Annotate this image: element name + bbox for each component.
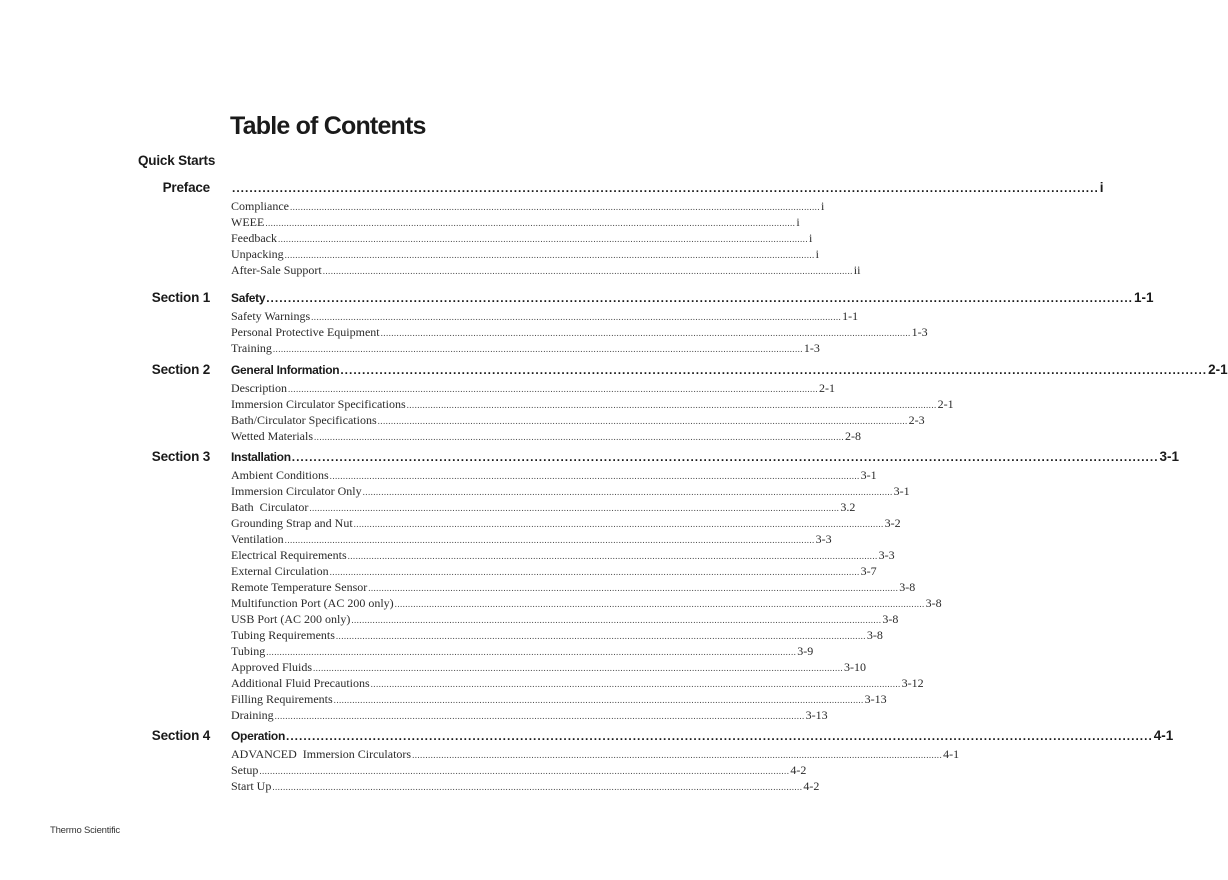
leader-dots: ........................................................................................................................................................................................................ — [347, 551, 878, 561]
leader-dots: ........................................................................................................................................................................................................ — [340, 363, 1208, 377]
toc-entry-title: After-Sale Support — [231, 263, 322, 277]
toc-entry-page: 3-3 — [815, 532, 832, 546]
section-heading-row[interactable] — [231, 178, 1104, 198]
leader-dots: ........................................................................................................................................................................................................ — [329, 567, 860, 577]
toc-entry-page: ii — [853, 263, 861, 277]
leader-dots: ........................................................................................................................................................................................................ — [266, 647, 797, 657]
toc-entry-title: Feedback — [231, 231, 277, 245]
leader-dots: ........................................................................................................................................................................................................ — [329, 471, 860, 481]
toc-entries — [231, 308, 928, 356]
toc-entry[interactable] — [231, 262, 861, 278]
toc-entry[interactable] — [231, 380, 835, 396]
toc-entry[interactable] — [231, 762, 807, 778]
leader-dots: ........................................................................................................................................................................................................ — [265, 218, 796, 228]
toc-entry-page: 3-1 — [860, 468, 877, 482]
leader-dots: ........................................................................................................................................................................................................ — [274, 711, 805, 721]
toc-entry-title: Wetted Materials — [231, 429, 314, 443]
toc-entry-page: 1-3 — [803, 341, 820, 355]
leader-dots: ........................................................................................................................................................................................................ — [311, 312, 842, 322]
toc-entry-title: Tubing Requirements — [231, 628, 335, 642]
toc-entry-page: 2-1 — [937, 397, 954, 411]
toc-entry-page: i — [820, 199, 825, 213]
toc-entry-page: 4-1 — [943, 747, 960, 761]
leader-dots: ........................................................................................................................................................................................................ — [362, 487, 893, 497]
toc-entry-page: 1-3 — [911, 325, 928, 339]
leader-dots: ........................................................................................................................................................................................................ — [335, 631, 866, 641]
toc-entry-page: 3-1 — [893, 484, 910, 498]
section-page-number: 3-1 — [1159, 449, 1180, 464]
section-page-number: i — [1099, 180, 1104, 195]
toc-entry[interactable] — [231, 563, 877, 579]
toc-entry[interactable] — [231, 579, 916, 595]
toc-entry-title: Additional Fluid Precautions — [231, 676, 370, 690]
section-page-number: 1-1 — [1134, 290, 1154, 305]
section-page-number: 4-1 — [1153, 728, 1174, 743]
page-title: Table of Contents — [230, 112, 426, 140]
toc-entry-title: WEEE — [231, 215, 265, 229]
toc-entry[interactable] — [231, 778, 820, 794]
toc-entry-title: External Circulation — [231, 564, 329, 578]
toc-entry-page: 3-2 — [884, 516, 901, 530]
toc-entry[interactable] — [231, 515, 901, 531]
toc-entry-page: 3-9 — [797, 644, 814, 658]
leader-dots: ........................................................................................................................................................................................................ — [284, 535, 815, 545]
toc-entry[interactable] — [231, 340, 820, 356]
toc-entry-page: 3-8 — [866, 628, 883, 642]
toc-entry-page: 2-3 — [908, 413, 925, 427]
toc-entry-title: Immersion Circulator Specifications — [231, 397, 406, 411]
toc-entry-title: Draining — [231, 708, 274, 722]
section-heading-row[interactable] — [231, 447, 1180, 467]
toc-entry-title: Ventilation — [231, 532, 284, 546]
section-label[interactable]: Section 1 — [151, 290, 210, 305]
toc-entry[interactable] — [231, 627, 883, 643]
toc-entry-page: 3-8 — [882, 612, 899, 626]
toc-entry-page: 3-13 — [805, 708, 828, 722]
toc-entry-title: Remote Temperature Sensor — [231, 580, 368, 594]
section-heading-row[interactable] — [231, 726, 1174, 746]
toc-entry-title: Unpacking — [231, 247, 284, 261]
section-heading: Operation — [231, 729, 285, 743]
section-heading: Safety — [231, 291, 266, 305]
leader-dots: ........................................................................................................................................................................................................ — [406, 400, 937, 410]
leader-dots: ........................................................................................................................................................................................................ — [289, 202, 820, 212]
toc-entry[interactable] — [231, 675, 924, 691]
section-heading-row[interactable] — [231, 360, 1228, 380]
toc-entry-page: i — [808, 231, 813, 245]
leader-dots: ........................................................................................................................................................................................................ — [313, 663, 843, 673]
leader-dots: ........................................................................................................................................................................................................ — [309, 503, 840, 513]
leader-dots: ........................................................................................................................................................................................................ — [266, 291, 1134, 305]
toc-entry[interactable] — [231, 324, 928, 340]
leader-dots: ........................................................................................................................................................................................................ — [284, 250, 815, 260]
section-heading: Installation — [231, 450, 291, 464]
toc-entry[interactable] — [231, 198, 825, 214]
toc-entry-title: Ambient Conditions — [231, 468, 329, 482]
toc-entry[interactable] — [231, 531, 832, 547]
leader-dots: ........................................................................................................................................................................................................ — [412, 750, 943, 760]
toc-entries — [231, 467, 942, 723]
toc-entry[interactable] — [231, 230, 813, 246]
toc-entry-title: Electrical Requirements — [231, 548, 347, 562]
toc-entry-page: 3-8 — [925, 596, 942, 610]
toc-entry-title: Start Up — [231, 779, 272, 793]
leader-dots: ........................................................................................................................................................................................................ — [394, 599, 925, 609]
toc-entry[interactable] — [231, 611, 899, 627]
leader-dots: ........................................................................................................................................................................................................ — [353, 519, 884, 529]
leader-dots: ........................................................................................................................................................................................................ — [272, 344, 803, 354]
toc-entry[interactable] — [231, 467, 877, 483]
leader-dots: ........................................................................................................................................................................................................ — [370, 679, 901, 689]
toc-entry-title: Grounding Strap and Nut — [231, 516, 353, 530]
leader-dots: ........................................................................................................................................................................................................ — [288, 384, 818, 394]
toc-entry[interactable] — [231, 643, 814, 659]
toc-entry-title: Description — [231, 381, 287, 395]
toc-entry-title: Bath/Circulator Specifications — [231, 413, 377, 427]
toc-entry-title: Multifunction Port (AC 200 only) — [231, 596, 394, 610]
leader-dots: ........................................................................................................................................................................................................ — [285, 729, 1153, 743]
leader-dots: ........................................................................................................................................................................................................ — [380, 328, 911, 338]
toc-entry-page: 3-13 — [864, 692, 887, 706]
leader-dots: ........................................................................................................................................................................................................ — [377, 416, 908, 426]
toc-entry-title: Tubing — [231, 644, 266, 658]
toc-entry-page: 3-3 — [878, 548, 895, 562]
toc-entry-title: Safety Warnings — [231, 309, 311, 323]
leader-dots: ........................................................................................................................................................................................................ — [333, 695, 864, 705]
toc-entry-page: 3-8 — [899, 580, 916, 594]
leader-dots: ........................................................................................................................................................................................................ — [368, 583, 899, 593]
toc-entry-title: Filling Requirements — [231, 692, 333, 706]
leader-dots: ........................................................................................................................................................................................................ — [291, 450, 1159, 464]
toc-entries — [231, 746, 960, 794]
toc-entry[interactable] — [231, 428, 862, 444]
toc-entry-title: Bath Circulator — [231, 500, 309, 514]
toc-entry[interactable] — [231, 246, 819, 262]
toc-entry-page: 2-1 — [819, 381, 835, 395]
toc-entry-page: 4-2 — [790, 763, 807, 777]
leader-dots: ........................................................................................................................................................................................................ — [322, 266, 853, 276]
section-heading-row[interactable] — [231, 288, 1154, 308]
toc-entry-page: 4-2 — [803, 779, 820, 793]
section-label[interactable]: Section 3 — [151, 449, 210, 464]
footer-brand: Thermo Scientific — [50, 825, 120, 836]
leader-dots: ........................................................................................................................................................................................................ — [277, 234, 808, 244]
toc-entry[interactable] — [231, 499, 856, 515]
section-heading: General Information — [231, 363, 340, 377]
toc-entry[interactable] — [231, 595, 942, 611]
toc-entry[interactable] — [231, 691, 887, 707]
toc-entry[interactable] — [231, 412, 925, 428]
toc-entry-title: Training — [231, 341, 272, 355]
toc-entry-title: ADVANCED Immersion Circulators — [231, 747, 412, 761]
leader-dots: ........................................................................................................................................................................................................ — [232, 181, 1099, 195]
toc-entry-title: Setup — [231, 763, 259, 777]
toc-entry[interactable] — [231, 308, 859, 324]
section-label[interactable]: Preface — [162, 180, 210, 195]
toc-entry-title: Compliance — [231, 199, 289, 213]
toc-entry-page: 3-7 — [860, 564, 877, 578]
toc-entry-page: 3.2 — [840, 500, 856, 514]
toc-entries — [231, 198, 861, 278]
toc-entry[interactable] — [231, 659, 866, 675]
section-page-number: 2-1 — [1208, 362, 1228, 377]
leader-dots: ........................................................................................................................................................................................................ — [314, 432, 845, 442]
toc-entry-page: 1-1 — [842, 309, 859, 323]
toc-entry-page: 3-12 — [901, 676, 924, 690]
toc-entry[interactable] — [231, 483, 910, 499]
toc-entry[interactable] — [231, 746, 960, 762]
toc-entry-title: USB Port (AC 200 only) — [231, 612, 351, 626]
toc-entry-title: Personal Protective Equipment — [231, 325, 380, 339]
toc-entry-page: 2-8 — [845, 429, 862, 443]
toc-entry[interactable] — [231, 396, 954, 412]
toc-entry[interactable] — [231, 707, 828, 723]
toc-entry-page: i — [796, 215, 800, 229]
leader-dots: ........................................................................................................................................................................................................ — [259, 766, 790, 776]
toc-entry[interactable] — [231, 214, 800, 230]
toc-entries — [231, 380, 954, 444]
quick-starts-label[interactable]: Quick Starts — [138, 153, 216, 168]
toc-entry-title: Approved Fluids — [231, 660, 312, 674]
section-label[interactable]: Section 2 — [151, 362, 210, 377]
toc-entry-page: 3-10 — [844, 660, 866, 674]
toc-entry[interactable] — [231, 547, 895, 563]
section-label[interactable]: Section 4 — [151, 728, 210, 743]
toc-entry-title: Immersion Circulator Only — [231, 484, 362, 498]
leader-dots: ........................................................................................................................................................................................................ — [272, 782, 803, 792]
toc-entry-page: i — [815, 247, 819, 261]
leader-dots: ........................................................................................................................................................................................................ — [351, 615, 882, 625]
